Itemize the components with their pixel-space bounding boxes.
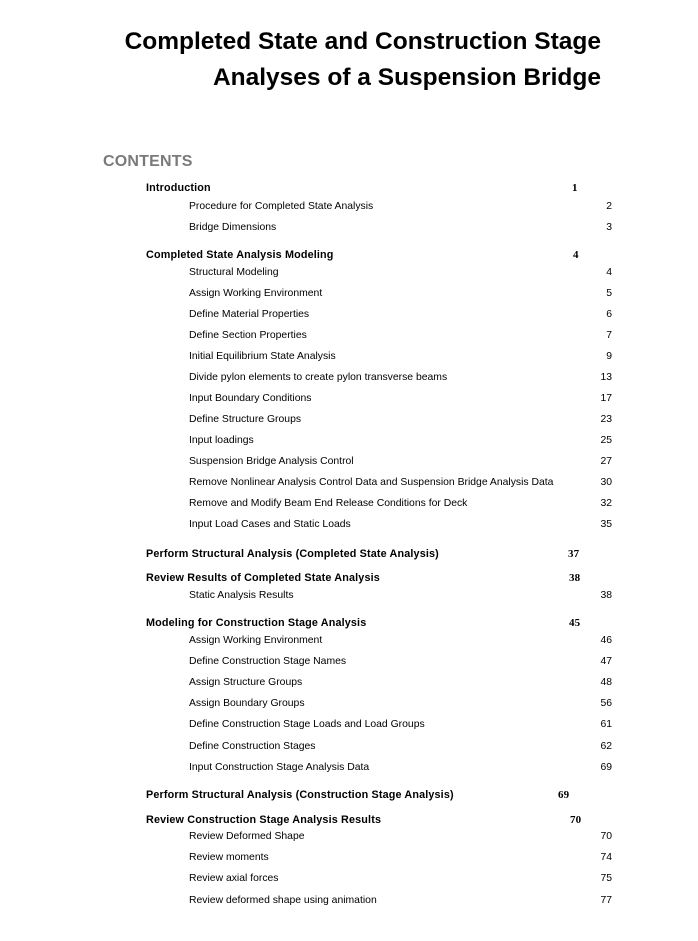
toc-entry[interactable] bbox=[189, 202, 612, 212]
toc-entry-page: 70 bbox=[600, 831, 612, 842]
toc-entry-page: 4 bbox=[606, 267, 612, 278]
toc-entry[interactable] bbox=[189, 591, 612, 601]
document-title-line-1: Completed State and Construction Stage bbox=[124, 28, 601, 55]
toc-section-page: 1 bbox=[572, 182, 578, 194]
toc-entry-page: 56 bbox=[600, 698, 612, 709]
document-title-line-2: Analyses of a Suspension Bridge bbox=[212, 64, 601, 91]
toc-entry-title: Assign Boundary Groups bbox=[189, 698, 305, 709]
toc-section[interactable] bbox=[146, 183, 586, 194]
toc-entry[interactable] bbox=[189, 436, 612, 446]
toc-entry-title: Structural Modeling bbox=[189, 267, 279, 278]
toc-section-page: 38 bbox=[569, 572, 581, 584]
toc-entry-title: Define Structure Groups bbox=[189, 414, 302, 425]
toc-entry-page: 74 bbox=[600, 852, 612, 863]
toc-section[interactable] bbox=[146, 573, 586, 584]
toc-entry[interactable] bbox=[189, 499, 612, 509]
toc-entry[interactable] bbox=[189, 457, 612, 467]
toc-entry[interactable] bbox=[189, 699, 612, 709]
toc-entry-title: Static Analysis Results bbox=[189, 590, 294, 601]
toc-section[interactable] bbox=[146, 815, 586, 826]
toc-entry-title: Define Section Properties bbox=[189, 330, 307, 341]
toc-entry-page: 75 bbox=[600, 873, 612, 884]
toc-entry-page: 23 bbox=[600, 414, 612, 425]
toc-entry-title: Input Construction Stage Analysis Data bbox=[189, 762, 370, 773]
toc-entry[interactable] bbox=[189, 832, 612, 842]
toc-entry-title: Divide pylon elements to create pylon transverse beams bbox=[189, 372, 448, 383]
toc-entry-page: 48 bbox=[600, 677, 612, 688]
toc-entry-page: 5 bbox=[606, 288, 612, 299]
toc-entry-title: Remove and Modify Beam End Release Conditions for Deck bbox=[189, 498, 468, 509]
toc-entry-page: 13 bbox=[600, 372, 612, 383]
toc-entry[interactable] bbox=[189, 289, 612, 299]
toc-entry[interactable] bbox=[189, 874, 612, 884]
toc-entry-page: 27 bbox=[600, 456, 612, 467]
toc-entry-page: 47 bbox=[600, 656, 612, 667]
toc-entry-title: Review deformed shape using animation bbox=[189, 895, 377, 906]
toc-entry-page: 32 bbox=[600, 498, 612, 509]
toc-entry[interactable] bbox=[189, 520, 612, 530]
toc-section-title: Review Construction Stage Analysis Results bbox=[146, 814, 382, 826]
toc-entry[interactable] bbox=[189, 415, 612, 425]
toc-entry-page: 38 bbox=[600, 590, 612, 601]
toc-entry-title: Assign Working Environment bbox=[189, 288, 323, 299]
toc-entry[interactable] bbox=[189, 636, 612, 646]
toc-entry[interactable] bbox=[189, 763, 612, 773]
toc-section-title: Introduction bbox=[146, 182, 211, 194]
toc-entry-title: Remove Nonlinear Analysis Control Data and Suspension Bridge Analysis Data bbox=[189, 477, 554, 488]
toc-entry-title: Review Deformed Shape bbox=[189, 831, 305, 842]
toc-entry[interactable] bbox=[189, 331, 612, 341]
toc-entry[interactable] bbox=[189, 223, 612, 233]
toc-entry[interactable] bbox=[189, 742, 612, 752]
toc-entry-page: 30 bbox=[600, 477, 612, 488]
toc-entry[interactable] bbox=[189, 352, 612, 362]
toc-entry-title: Assign Working Environment bbox=[189, 635, 323, 646]
toc-section-title: Modeling for Construction Stage Analysis bbox=[146, 617, 367, 629]
toc-entry-title: Define Construction Stages bbox=[189, 741, 316, 752]
toc-entry-title: Define Construction Stage Loads and Load Groups bbox=[189, 719, 425, 730]
toc-entry[interactable] bbox=[189, 310, 612, 320]
toc-entry-title: Initial Equilibrium State Analysis bbox=[189, 351, 336, 362]
toc-section[interactable] bbox=[146, 790, 586, 801]
toc-entry-title: Procedure for Completed State Analysis bbox=[189, 201, 374, 212]
toc-entry[interactable] bbox=[189, 853, 612, 863]
contents-heading: CONTENTS bbox=[103, 153, 193, 170]
toc-entry-title: Review moments bbox=[189, 852, 269, 863]
toc-section-page: 37 bbox=[568, 548, 580, 560]
toc-entry[interactable] bbox=[189, 268, 612, 278]
toc-entry-page: 77 bbox=[600, 895, 612, 906]
toc-entry-page: 25 bbox=[600, 435, 612, 446]
toc-section-page: 45 bbox=[569, 617, 581, 629]
toc-entry-page: 17 bbox=[600, 393, 612, 404]
toc-section-page: 4 bbox=[573, 249, 579, 261]
toc-entry-page: 61 bbox=[600, 719, 612, 730]
toc-section-page: 69 bbox=[558, 789, 570, 801]
toc-entry[interactable] bbox=[189, 657, 612, 667]
toc-entry[interactable] bbox=[189, 678, 612, 688]
toc-entry-page: 3 bbox=[606, 222, 612, 233]
toc-entry-page: 2 bbox=[606, 201, 612, 212]
toc-section[interactable] bbox=[146, 250, 586, 261]
toc-entry-title: Input Load Cases and Static Loads bbox=[189, 519, 351, 530]
toc-entry-title: Review axial forces bbox=[189, 873, 279, 884]
toc-entry-title: Define Construction Stage Names bbox=[189, 656, 347, 667]
toc-entry-page: 7 bbox=[606, 330, 612, 341]
toc-entry-title: Define Material Properties bbox=[189, 309, 310, 320]
toc-entry-page: 69 bbox=[600, 762, 612, 773]
toc-section-page: 70 bbox=[570, 814, 582, 826]
toc-section[interactable] bbox=[146, 549, 586, 560]
toc-entry[interactable] bbox=[189, 478, 612, 488]
toc-section-title: Perform Structural Analysis (Construction Stage Analysis) bbox=[146, 789, 454, 801]
toc-entry-page: 9 bbox=[606, 351, 612, 362]
toc-entry-title: Bridge Dimensions bbox=[189, 222, 277, 233]
toc-entry[interactable] bbox=[189, 720, 612, 730]
toc-entry-page: 35 bbox=[600, 519, 612, 530]
toc-section-title: Review Results of Completed State Analysis bbox=[146, 572, 380, 584]
toc-entry-page: 46 bbox=[600, 635, 612, 646]
toc-entry-page: 6 bbox=[606, 309, 612, 320]
toc-entry-page: 62 bbox=[600, 741, 612, 752]
toc-entry[interactable] bbox=[189, 394, 612, 404]
toc-section-title: Perform Structural Analysis (Completed State Analysis) bbox=[146, 548, 439, 560]
toc-section[interactable] bbox=[146, 618, 586, 629]
toc-entry-title: Suspension Bridge Analysis Control bbox=[189, 456, 354, 467]
toc-entry[interactable] bbox=[189, 896, 612, 906]
toc-entry-title: Assign Structure Groups bbox=[189, 677, 303, 688]
toc-entry-title: Input loadings bbox=[189, 435, 254, 446]
toc-entry-title: Input Boundary Conditions bbox=[189, 393, 312, 404]
toc-section-title: Completed State Analysis Modeling bbox=[146, 249, 334, 261]
toc-entry[interactable] bbox=[189, 373, 612, 383]
